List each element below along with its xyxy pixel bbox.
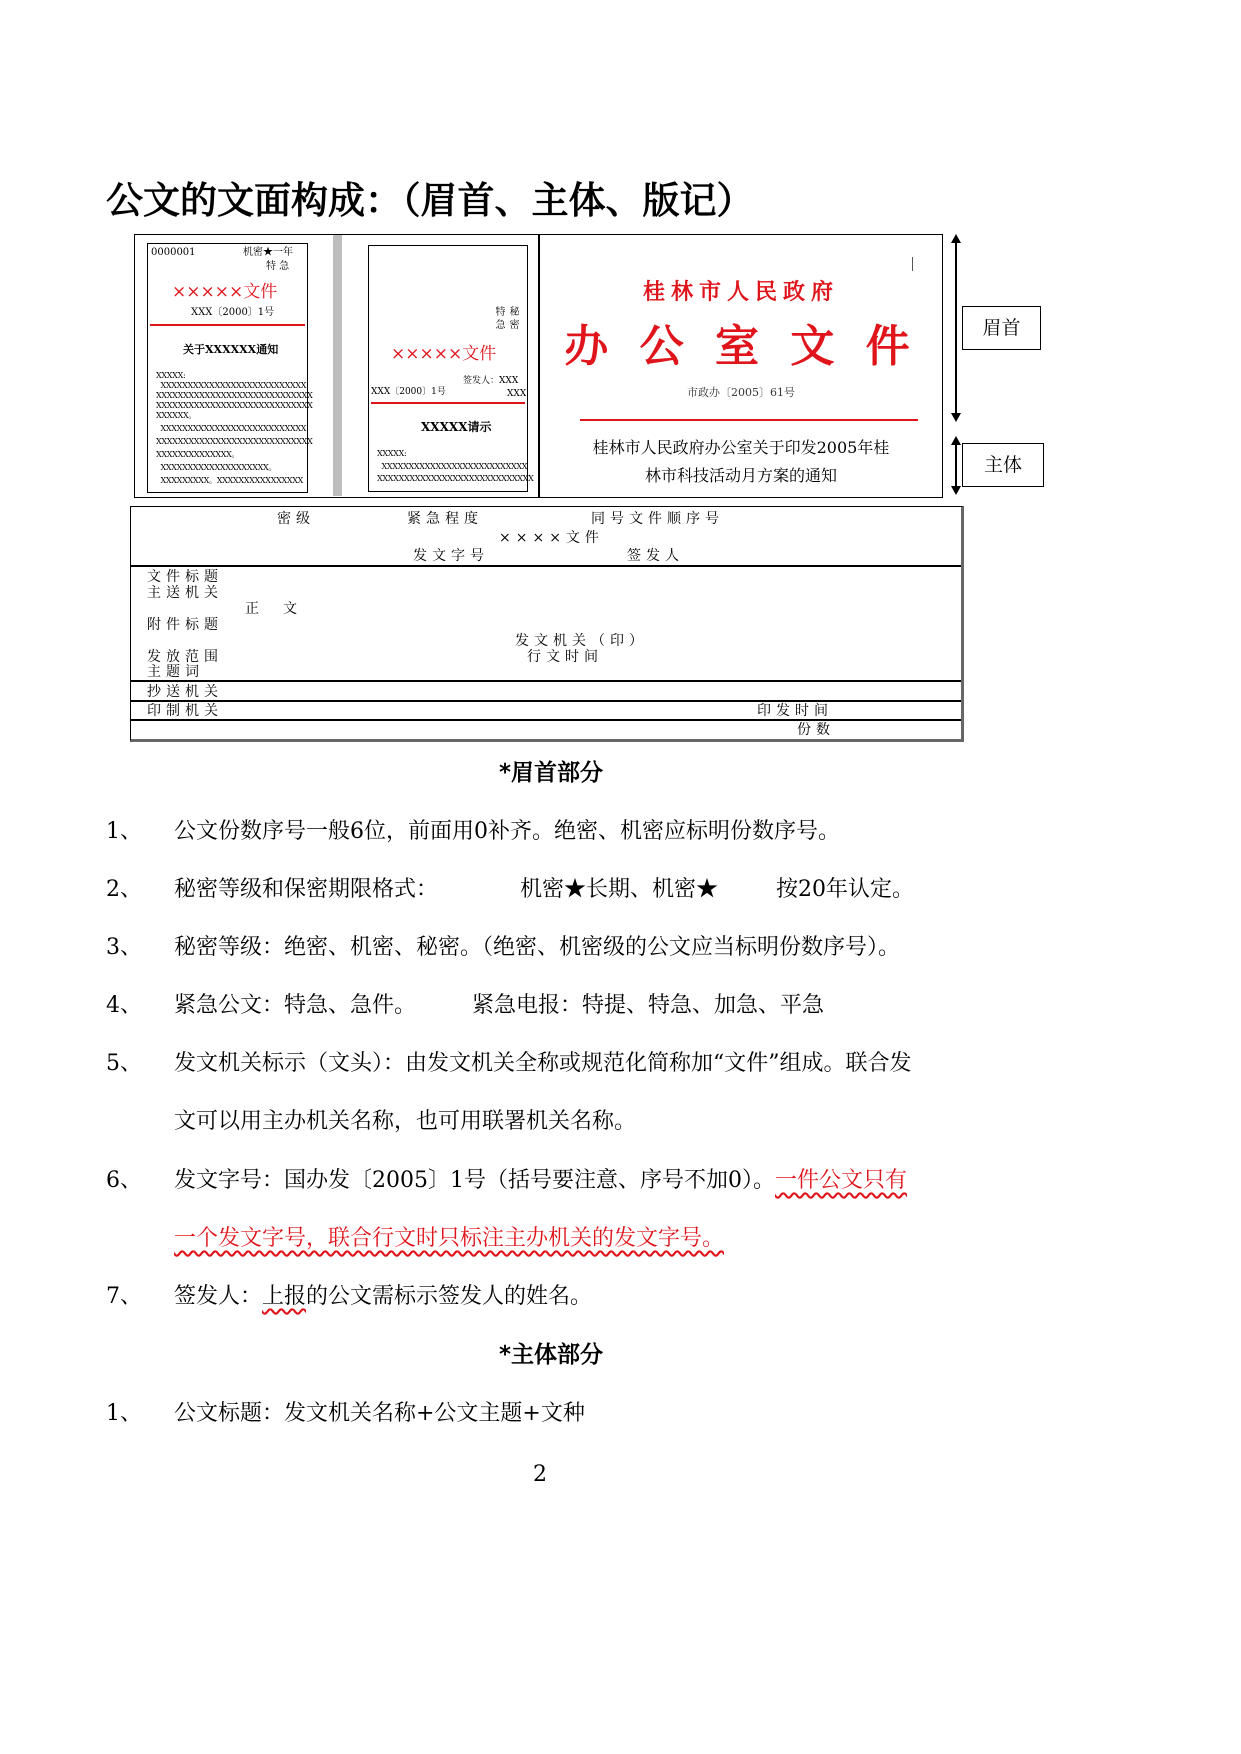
body-line-1: XXXXX: — [156, 371, 186, 380]
form-print-time: 印发时间 — [757, 703, 833, 719]
red-separator-line — [150, 324, 305, 326]
item-text-underlined: 上报 — [262, 1284, 307, 1309]
item-text-plain: 的公文需标示签发人的姓名。 — [306, 1284, 593, 1309]
form-secret-level: 密级 — [277, 511, 315, 527]
body-line-10: XXXXXXXXX。XXXXXXXXXXXXXXXX — [156, 476, 304, 485]
item-text-plain: 签发人： — [174, 1284, 263, 1309]
item-text: 秘密等级和保密期限格式： — [174, 877, 439, 902]
form-divider — [131, 680, 961, 682]
item-text: 紧急电报：特提、特急、加急、平急 — [472, 993, 825, 1018]
body-line-2: XXXXXXXXXXXXXXXXXXXXXXXXXXX — [377, 462, 528, 471]
form-sign-time: 行文时间 — [527, 649, 603, 665]
body-line-1: XXXXX: — [377, 449, 407, 458]
secret-level-vertical: 秘密 — [507, 306, 518, 332]
document-number: 市政办〔2005〕61号 — [687, 386, 795, 399]
body-line-4: XXXXXXXXXXXXXXXXXXXXXXXXXXXXX — [156, 401, 313, 410]
item-number: 1、 — [106, 1401, 142, 1426]
body-line-7: XXXXXXXXXXXXXXXXXXXXXXXXXXXXX — [156, 437, 313, 446]
sample-document-1 — [147, 243, 313, 493]
form-recipients: 主送机关 — [147, 585, 223, 601]
body-line-2: XXXXXXXXXXXXXXXXXXXXXXXXXXX — [156, 381, 307, 390]
notice-title-line-2: 林市科技活动月方案的通知 — [644, 466, 837, 485]
serial-number: 0000001 — [151, 247, 196, 258]
item-text: 公文份数序号一般6位，前面用0补齐。绝密、机密应标明份数序号。 — [174, 819, 840, 844]
body-line-3: XXXXXXXXXXXXXXXXXXXXXXXXXXXXX — [377, 474, 534, 483]
item-number: 4、 — [106, 993, 142, 1018]
notice-title-line-1: 桂林市人民政府办公室关于印发2005年桂 — [592, 438, 890, 457]
body-range-line — [955, 442, 957, 487]
urgency-level: 特 急 — [266, 261, 290, 272]
document-layout-form — [130, 506, 964, 742]
form-org-doc: ××××文件 — [499, 530, 604, 546]
form-copies: 份数 — [797, 722, 835, 738]
item-number: 1、 — [106, 819, 142, 844]
document-number: XXX〔2000〕1号 — [191, 307, 275, 318]
cursor-mark — [912, 257, 913, 271]
signer-name: XXX — [507, 389, 527, 399]
issuing-org-title: ×××××文件 — [172, 282, 278, 302]
body-line-5: XXXXXX。 — [156, 411, 197, 420]
item-text: 发文机关标示（文头）：由发文机关全称或规范化简称加“文件”组成。联合发 — [174, 1051, 912, 1076]
form-distribution: 发放范围 — [147, 649, 223, 665]
item-number: 3、 — [106, 935, 142, 960]
body-line-8: XXXXXXXXXXXXXX。 — [156, 450, 240, 459]
form-urgency: 紧急程度 — [407, 511, 483, 527]
item-text-plain: 发文字号：国办发〔2005〕1号（括号要注意、序号不加0）。 — [174, 1168, 775, 1193]
item-text: 按20年认定。 — [776, 877, 914, 902]
divider-bar — [333, 235, 342, 496]
item-text-highlight-continued: 一个发文字号，联合行文时只标注主办机关的发文字号。 — [174, 1226, 725, 1251]
office-document-title: 办 公 室 文 件 — [564, 321, 918, 372]
body-line-3: XXXXXXXXXXXXXXXXXXXXXXXXXXXXX — [156, 391, 313, 400]
arrow-down-icon — [951, 413, 961, 422]
form-cc: 抄送机关 — [147, 684, 223, 700]
item-number: 2、 — [106, 877, 142, 902]
form-attachment-title: 附件标题 — [147, 617, 223, 633]
red-separator-line — [580, 419, 918, 421]
form-doc-number: 发文字号 — [413, 548, 489, 564]
urgency-vertical: 特急 — [493, 306, 504, 332]
body-line-9: XXXXXXXXXXXXXXXXXXXX。 — [156, 463, 277, 472]
document-subject: XXXXX请示 — [421, 420, 492, 434]
form-divider — [131, 719, 961, 721]
form-signer: 签发人 — [627, 548, 684, 564]
document-subject: 关于XXXXXX通知 — [183, 343, 279, 356]
secret-level: 机密★一年 — [243, 247, 293, 258]
item-text: 机密★长期、机密★ — [520, 877, 719, 902]
form-doc-title: 文件标题 — [147, 569, 223, 585]
label-header: 眉首 — [962, 306, 1041, 350]
item-text-continued: 文可以用主办机关名称，也可用联署机关名称。 — [174, 1109, 637, 1134]
header-range-line — [955, 240, 957, 415]
section-title-body: *主体部分 — [498, 1342, 604, 1368]
arrow-down-icon — [951, 486, 961, 495]
body-line-6: XXXXXXXXXXXXXXXXXXXXXXXXXXX — [156, 424, 307, 433]
red-separator-line — [371, 402, 525, 404]
form-divider — [131, 700, 961, 702]
item-number: 5、 — [106, 1051, 142, 1076]
item-text: 秘密等级：绝密、机密、秘密。（绝密、机密级的公文应当标明份数序号）。 — [174, 935, 901, 960]
document-number: XXX〔2000〕1号 — [371, 387, 446, 397]
item-number: 6、 — [106, 1168, 142, 1193]
form-serial: 同号文件顺序号 — [591, 511, 724, 527]
item-number: 7、 — [106, 1284, 142, 1309]
section-title-header: *眉首部分 — [498, 760, 604, 786]
item-text-highlight: 一件公文只有 — [774, 1168, 907, 1193]
form-keywords: 主题词 — [147, 664, 204, 680]
item-text: 公文标题：发文机关名称+公文主题+文种 — [174, 1401, 585, 1426]
signer: 签发人：XXX — [463, 376, 519, 386]
page-number: 2 — [533, 1462, 547, 1487]
form-printer: 印制机关 — [147, 703, 223, 719]
sample-document-3 — [539, 234, 943, 498]
item-text — [174, 1170, 907, 1192]
form-sign-org: 发文机关（印） — [515, 633, 648, 649]
item-text: 紧急公文：特急、急件。 — [174, 993, 417, 1018]
label-body: 主体 — [962, 443, 1044, 487]
page-title: 公文的文面构成：（眉首、主体、版记） — [106, 179, 754, 222]
sample-document-2 — [368, 245, 534, 492]
government-name: 桂林市人民政府 — [642, 279, 839, 305]
issuing-org-title: ×××××文件 — [391, 344, 497, 364]
item-text — [174, 1286, 592, 1308]
form-main-text: 正 文 — [245, 601, 302, 617]
form-divider — [131, 565, 961, 567]
